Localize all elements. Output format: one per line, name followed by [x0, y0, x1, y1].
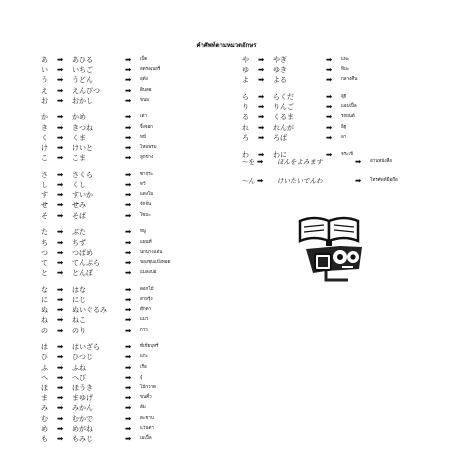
particle-label: ～を — [242, 158, 255, 166]
word: かめ — [72, 113, 86, 122]
arrow-icon: ➡ — [125, 200, 132, 210]
arrow-icon: ➡ — [125, 382, 132, 392]
arrow-icon: ➡ — [57, 315, 64, 325]
word: らくだ — [273, 93, 294, 102]
arrow-icon: ➡ — [326, 112, 333, 122]
word: くるま — [273, 113, 294, 122]
word: ゆき — [273, 66, 287, 75]
thai-meaning: อ่านหนังสือ — [370, 159, 392, 164]
arrow-icon: ➡ — [57, 325, 64, 335]
kana-letter: ち — [41, 238, 48, 247]
arrow-icon: ➡ — [57, 95, 64, 105]
word: まゆげ — [72, 394, 93, 403]
arrow-icon: ➡ — [125, 132, 132, 142]
arrow-icon: ➡ — [57, 237, 64, 247]
word: ろば — [273, 133, 287, 142]
arrow-icon: ➡ — [258, 132, 265, 142]
arrow-icon: ➡ — [257, 176, 264, 185]
kana-letter: え — [41, 86, 48, 95]
arrow-icon: ➡ — [57, 65, 64, 75]
kana-letter: う — [41, 76, 48, 85]
word: ぬいぐるみ — [72, 306, 107, 315]
arrow-icon: ➡ — [125, 413, 132, 423]
kana-letter: な — [41, 285, 48, 294]
thai-meaning: เมเปิ้ล — [140, 435, 152, 441]
word: わに — [273, 150, 287, 159]
thai-meaning: หมู — [140, 229, 146, 235]
word: れんが — [273, 123, 294, 132]
thai-meaning: แมว — [140, 317, 149, 323]
kana-letter: や — [242, 56, 249, 64]
kana-letter: あ — [41, 56, 48, 64]
word: りんご — [273, 103, 294, 112]
arrow-icon: ➡ — [326, 65, 333, 75]
word: くま — [72, 133, 86, 142]
thai-meaning: ขนม — [140, 97, 150, 103]
word: うどん — [72, 76, 93, 85]
word: めがね — [72, 424, 93, 433]
arrow-icon: ➡ — [57, 190, 64, 200]
arrow-icon: ➡ — [57, 362, 64, 372]
arrow-icon: ➡ — [258, 65, 265, 75]
word: そば — [72, 211, 86, 220]
word: へび — [72, 373, 86, 382]
thai-meaning: สตรอเบอรี่ — [140, 67, 161, 73]
word: もみじ — [72, 434, 93, 443]
arrow-icon: ➡ — [57, 413, 64, 423]
arrow-icon: ➡ — [125, 352, 132, 362]
arrow-icon: ➡ — [355, 157, 362, 166]
word: ぶた — [72, 228, 86, 237]
arrow-icon: ➡ — [57, 227, 64, 237]
arrow-icon: ➡ — [125, 190, 132, 200]
thai-meaning: ไหมพรม — [140, 145, 157, 150]
kana-letter: ま — [41, 394, 48, 403]
arrow-icon: ➡ — [355, 176, 362, 185]
arrow-icon: ➡ — [125, 284, 132, 294]
arrow-icon: ➡ — [125, 257, 132, 267]
word: せみ — [72, 201, 86, 210]
kana-letter: い — [41, 66, 48, 75]
thai-meaning: โซบะ — [140, 212, 151, 218]
kana-letter: に — [41, 295, 48, 304]
arrow-icon: ➡ — [125, 393, 132, 403]
arrow-icon: ➡ — [57, 132, 64, 142]
word: えんぴつ — [72, 86, 100, 95]
thai-meaning: ซากุระ — [140, 171, 154, 177]
arrow-icon: ➡ — [125, 65, 132, 75]
thai-meaning: ตะขาบ — [140, 415, 154, 421]
arrow-icon: ➡ — [326, 55, 333, 64]
word: いちご — [72, 66, 93, 75]
thai-meaning: หวี — [140, 182, 146, 188]
arrow-icon: ➡ — [125, 423, 132, 433]
kana-letter: く — [41, 133, 48, 142]
word: のり — [72, 326, 86, 335]
thai-meaning: อุด้ง — [140, 77, 148, 83]
thai-meaning: ดินสอ — [140, 87, 152, 93]
kana-letter: ほ — [41, 383, 48, 392]
example-sentence: けいたいでんわ — [277, 177, 323, 185]
arrow-icon: ➡ — [258, 75, 265, 85]
thai-meaning: ลูกข่าง — [140, 155, 154, 161]
arrow-icon: ➡ — [125, 143, 132, 152]
kana-letter: ろ — [242, 133, 249, 142]
word: ねこ — [72, 316, 86, 325]
kana-letter: ぬ — [41, 306, 48, 315]
word: はな — [72, 285, 86, 294]
arrow-icon: ➡ — [57, 423, 64, 433]
kana-letter: せ — [41, 201, 48, 210]
arrow-icon: ➡ — [125, 342, 132, 352]
arrow-icon: ➡ — [125, 95, 132, 105]
arrow-icon: ➡ — [125, 305, 132, 315]
thai-meaning: สายรุ้ง — [140, 296, 153, 302]
thai-meaning: ไม้กวาด — [140, 384, 156, 390]
arrow-icon: ➡ — [125, 112, 132, 122]
thai-meaning: รถยนต์ — [341, 114, 355, 120]
arrow-icon: ➡ — [57, 85, 64, 95]
arrow-icon: ➡ — [57, 294, 64, 304]
thai-meaning: โทรศัพท์มือถือ — [370, 178, 398, 183]
arrow-icon: ➡ — [326, 132, 333, 142]
word: やぎ — [273, 56, 287, 64]
arrow-icon: ➡ — [125, 403, 132, 413]
kana-letter: ね — [41, 316, 48, 325]
arrow-icon: ➡ — [57, 75, 64, 85]
arrow-icon: ➡ — [57, 352, 64, 362]
thai-meaning: อิฐ — [341, 124, 347, 130]
kana-letter: の — [41, 326, 48, 335]
arrow-icon: ➡ — [57, 55, 64, 64]
arrow-icon: ➡ — [125, 372, 132, 382]
thai-meaning: ลา — [341, 134, 347, 140]
arrow-icon: ➡ — [125, 85, 132, 95]
word: すいか — [72, 191, 93, 200]
arrow-icon: ➡ — [125, 153, 132, 163]
thai-meaning: กาว — [140, 327, 148, 333]
thai-meaning: กลางคืน — [341, 77, 358, 83]
arrow-icon: ➡ — [125, 237, 132, 247]
arrow-icon: ➡ — [125, 362, 132, 372]
arrow-icon: ➡ — [326, 122, 333, 132]
arrow-icon: ➡ — [125, 433, 132, 443]
thai-meaning: ตุ๊กตา — [140, 307, 152, 313]
arrow-icon: ➡ — [326, 102, 333, 112]
kana-letter: む — [41, 414, 48, 423]
thai-meaning: แอปเปิ้ล — [341, 104, 357, 110]
word: とんぼ — [72, 269, 93, 278]
arrow-icon: ➡ — [125, 315, 132, 325]
kana-letter: は — [41, 343, 48, 352]
word: ほうき — [72, 383, 93, 392]
word: つばめ — [72, 248, 93, 257]
word: くし — [72, 181, 86, 190]
word: けいと — [72, 144, 93, 152]
thai-meaning: จระเข้ — [341, 151, 354, 157]
thai-meaning: เรือ — [140, 364, 147, 370]
arrow-icon: ➡ — [57, 200, 64, 210]
thai-meaning: หิมะ — [341, 67, 350, 73]
arrow-icon: ➡ — [258, 102, 265, 112]
arrow-icon: ➡ — [57, 342, 64, 352]
thai-meaning: แผนที่ — [140, 239, 152, 245]
thai-meaning: ส้ม — [140, 405, 146, 411]
word: みかん — [72, 404, 93, 413]
thai-meaning: หมี — [140, 134, 146, 140]
arrow-icon: ➡ — [125, 294, 132, 304]
arrow-icon: ➡ — [125, 210, 132, 220]
kana-letter: こ — [41, 154, 48, 163]
thai-meaning: งู — [140, 374, 143, 380]
arrow-icon: ➡ — [125, 55, 132, 64]
arrow-icon: ➡ — [258, 112, 265, 122]
thai-meaning: จักจั่น — [140, 202, 152, 208]
arrow-icon: ➡ — [125, 247, 132, 257]
arrow-icon: ➡ — [257, 157, 264, 166]
word: よる — [273, 76, 287, 85]
kana-letter: ふ — [41, 363, 48, 372]
arrow-icon: ➡ — [258, 149, 265, 159]
word: こま — [72, 154, 86, 163]
kana-letter: る — [242, 113, 249, 122]
thai-meaning: ของชุบแป้งทอด — [140, 259, 171, 265]
kana-letter: め — [41, 424, 48, 433]
thai-meaning: ขนคิ้ว — [140, 395, 152, 401]
thai-meaning: อูฐ — [341, 94, 347, 100]
word: はいざら — [72, 343, 100, 352]
kana-letter: き — [41, 123, 48, 132]
arrow-icon: ➡ — [125, 122, 132, 132]
kana-letter: か — [41, 113, 48, 122]
kana-letter: り — [242, 103, 249, 112]
particle-label: ～ん — [242, 177, 255, 185]
word: にじ — [72, 295, 86, 304]
kana-letter: つ — [41, 248, 48, 257]
word: ちず — [72, 238, 86, 247]
kana-letter: み — [41, 404, 48, 413]
arrow-icon: ➡ — [326, 92, 333, 102]
kana-letter: す — [41, 191, 48, 200]
kana-letter: と — [41, 269, 48, 278]
thai-meaning: นกนางแอ่น — [140, 249, 163, 255]
arrow-icon: ➡ — [57, 393, 64, 403]
thai-meaning: ที่เขี่ยบุหรี่ — [140, 344, 159, 350]
word: さくら — [72, 170, 93, 179]
arrow-icon: ➡ — [125, 75, 132, 85]
arrow-icon: ➡ — [326, 149, 333, 159]
kana-letter: ゆ — [242, 66, 249, 75]
thai-meaning: เต่า — [140, 114, 147, 120]
thai-meaning: เป็ด — [140, 57, 148, 62]
arrow-icon: ➡ — [57, 284, 64, 294]
thai-meaning: แว่นตา — [140, 425, 154, 431]
arrow-icon: ➡ — [125, 169, 132, 179]
arrow-icon: ➡ — [57, 382, 64, 392]
arrow-icon: ➡ — [326, 75, 333, 85]
thai-meaning: แตงโม — [140, 192, 154, 198]
arrow-icon: ➡ — [57, 268, 64, 278]
arrow-icon: ➡ — [57, 112, 64, 122]
reading-owl-icon — [296, 207, 366, 282]
word: ふね — [72, 363, 86, 372]
arrow-icon: ➡ — [125, 325, 132, 335]
word: おかし — [72, 96, 93, 105]
arrow-icon: ➡ — [125, 268, 132, 278]
kana-letter: わ — [242, 150, 249, 159]
kana-letter: し — [41, 181, 48, 190]
arrow-icon: ➡ — [125, 180, 132, 190]
arrow-icon: ➡ — [57, 305, 64, 315]
kana-letter: れ — [242, 123, 249, 132]
kana-letter: へ — [41, 373, 48, 382]
thai-meaning: แกะ — [140, 354, 149, 360]
arrow-icon: ➡ — [57, 403, 64, 413]
kana-letter: け — [41, 144, 48, 152]
thai-meaning: แมลงปอ — [140, 270, 157, 276]
thai-meaning: ดอกไม้ — [140, 286, 154, 292]
kana-letter: さ — [41, 170, 48, 179]
example-sentence: ほんをよみます — [277, 158, 323, 166]
word: きつね — [72, 123, 93, 132]
arrow-icon: ➡ — [57, 122, 64, 132]
word: あひる — [72, 56, 93, 64]
kana-letter: そ — [41, 211, 48, 220]
arrow-icon: ➡ — [57, 169, 64, 179]
arrow-icon: ➡ — [57, 372, 64, 382]
arrow-icon: ➡ — [57, 210, 64, 220]
kana-letter: も — [41, 434, 48, 443]
arrow-icon: ➡ — [258, 55, 265, 64]
arrow-icon: ➡ — [57, 143, 64, 152]
kana-letter: ら — [242, 93, 249, 102]
word: むかで — [72, 414, 93, 423]
arrow-icon: ➡ — [258, 92, 265, 102]
word: ひつじ — [72, 353, 93, 362]
kana-letter: て — [41, 258, 48, 267]
kana-letter: よ — [242, 76, 249, 85]
arrow-icon: ➡ — [57, 247, 64, 257]
kana-letter: た — [41, 228, 48, 237]
word: てんぷら — [72, 258, 100, 267]
arrow-icon: ➡ — [57, 180, 64, 190]
arrow-icon: ➡ — [57, 153, 64, 163]
arrow-icon: ➡ — [57, 257, 64, 267]
arrow-icon: ➡ — [125, 227, 132, 237]
page-title: คำศัพท์ตามหมวดอักษร — [196, 42, 257, 49]
thai-meaning: จิ้งจอก — [140, 124, 153, 130]
kana-letter: ひ — [41, 353, 48, 362]
arrow-icon: ➡ — [258, 122, 265, 132]
arrow-icon: ➡ — [57, 433, 64, 443]
kana-letter: お — [41, 96, 48, 105]
thai-meaning: แพะ — [341, 57, 350, 62]
